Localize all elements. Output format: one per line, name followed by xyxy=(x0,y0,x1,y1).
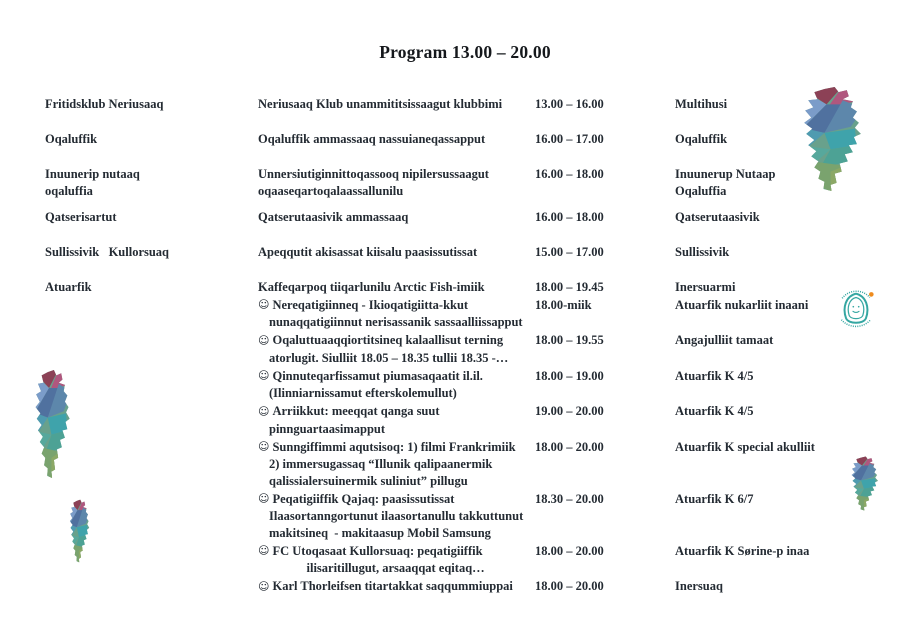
org-cell xyxy=(45,332,258,366)
activity-cell xyxy=(258,543,535,577)
schedule-row xyxy=(45,279,867,296)
location-line: Atuarfik K 4/5 xyxy=(675,404,754,418)
smiley-icon: ☺ xyxy=(258,404,270,418)
schedule-row xyxy=(45,297,867,331)
time-cell xyxy=(535,279,675,296)
location-line: Qatserutaasivik xyxy=(675,210,760,224)
activity-text: Karl Thorleifsen titartakkat saqqummiuppai xyxy=(272,579,513,593)
activity-line xyxy=(258,183,535,200)
time-cell xyxy=(535,244,675,261)
activity-cell xyxy=(258,578,535,596)
activity-cell xyxy=(258,491,535,542)
activity-text: qalissialersuinermik suliniut” pillugu xyxy=(269,473,468,488)
activity-text: Qatserutaasivik ammassaaq xyxy=(258,210,409,224)
activity-cell xyxy=(258,368,535,402)
activity-cell xyxy=(258,332,535,366)
activity-cell xyxy=(258,279,535,296)
time-text: 18.00-miik xyxy=(535,297,592,312)
activity-text: Peqatigiiffik Qajaq: paasissutissat xyxy=(272,491,455,506)
smiley-icon: ☺ xyxy=(258,298,270,311)
activity-text: Kaffeqarpoq tiiqarlunilu Arctic Fish-imiik xyxy=(258,280,485,294)
activity-text: makitsineq - makitaasup Mobil Samsung xyxy=(269,525,491,540)
org-line: oqaluffia xyxy=(45,183,93,198)
smiley-icon: ☺ xyxy=(258,492,270,505)
schedule-row xyxy=(45,131,867,148)
location-line: Atuarfik K Sørine-p inaa xyxy=(675,543,810,558)
time-text: 16.00 – 18.00 xyxy=(535,210,604,224)
schedule-row xyxy=(45,332,867,366)
activity-line xyxy=(258,421,535,438)
activity-text: Arriikkut: meeqqat qanga suut xyxy=(272,404,440,418)
activity-text: Oqaluffik ammassaaq nassuianeqassapput xyxy=(258,132,486,146)
activity-line xyxy=(258,279,535,296)
schedule-row xyxy=(45,244,867,261)
time-cell xyxy=(535,403,675,437)
schedule-table xyxy=(45,96,867,597)
activity-line xyxy=(258,385,535,402)
location-cell xyxy=(675,332,867,366)
activity-line xyxy=(258,96,535,113)
time-text: 18.00 – 20.00 xyxy=(535,439,604,454)
org-cell xyxy=(45,578,258,596)
time-text: 16.00 – 17.00 xyxy=(535,132,604,146)
activity-line xyxy=(258,368,535,386)
activity-text: 2) immersugassaq “Illunik qalipaanermik xyxy=(269,457,493,471)
time-cell xyxy=(535,332,675,366)
activity-cell xyxy=(258,403,535,437)
org-line: Oqaluffik xyxy=(45,132,98,146)
time-cell xyxy=(535,543,675,577)
smiley-icon: ☺ xyxy=(258,333,270,347)
location-cell xyxy=(675,439,867,490)
activity-text: (Ilinniarnissamut efterskolemullut) xyxy=(269,386,457,400)
location-line: Inersuaq xyxy=(675,579,723,593)
activity-text: Oqaluttuaaqqiortitsineq kalaallisut terning xyxy=(272,333,504,347)
activity-text: FC Utoqasaat Kullorsuaq: peqatigiiffik xyxy=(272,543,483,558)
time-cell xyxy=(535,578,675,596)
time-cell xyxy=(535,491,675,542)
activity-line xyxy=(258,456,535,473)
school-logo-icon xyxy=(833,284,879,334)
time-text: 18.00 – 20.00 xyxy=(535,579,604,593)
activity-line xyxy=(258,332,535,350)
activity-line xyxy=(258,508,535,525)
activity-line xyxy=(258,403,535,421)
activity-line xyxy=(258,297,535,315)
org-cell xyxy=(45,279,258,296)
time-cell xyxy=(535,96,675,113)
activity-line xyxy=(258,473,535,490)
schedule-row xyxy=(45,166,867,199)
activity-cell xyxy=(258,439,535,490)
org-line: Sullissivik Kullorsuaq xyxy=(45,245,170,259)
schedule-row xyxy=(45,96,867,113)
org-line: Atuarfik xyxy=(45,280,92,294)
page-title: Program 13.00 – 20.00 xyxy=(379,42,551,62)
org-cell xyxy=(45,209,258,226)
activity-text: Neriusaaq Klub unammititsissaagut klubbimi xyxy=(258,97,503,111)
time-cell xyxy=(535,166,675,199)
activity-line xyxy=(258,439,535,457)
smiley-icon: ☺ xyxy=(258,544,270,557)
activity-text: nunaqqatigiinnut nerisassanik sassaalliissapput xyxy=(269,315,523,329)
location-cell xyxy=(675,244,867,261)
location-line: Angajulliit tamaat xyxy=(675,333,774,347)
location-line: Atuarfik K special akulliit xyxy=(675,439,815,454)
org-cell xyxy=(45,403,258,437)
activity-text: Unnersiutiginnittoqassooq nipilersussaagut xyxy=(258,167,489,181)
activity-line xyxy=(258,350,535,367)
activity-line xyxy=(258,244,535,261)
activity-line xyxy=(258,525,535,542)
activity-text: oqaaseqartoqalaassallunilu xyxy=(258,183,404,198)
schedule-row xyxy=(45,439,867,490)
activity-text: Sunngiffimmi aqutsisoq: 1) filmi Frankrimiik xyxy=(272,439,516,454)
activity-line xyxy=(258,209,535,226)
activity-text: Apeqqutit akisassat kiisalu paasissutissat xyxy=(258,245,478,259)
location-cell xyxy=(675,543,867,577)
org-cell xyxy=(45,368,258,402)
location-line: Oqaluffia xyxy=(675,183,727,198)
location-line: Inersuarmi xyxy=(675,280,736,294)
org-cell xyxy=(45,96,258,113)
org-cell xyxy=(45,244,258,261)
org-line: Fritidsklub Neriusaaq xyxy=(45,97,164,111)
activity-text: pinnguartaasimapput xyxy=(269,421,386,436)
activity-text: Qinnuteqarfissamut piumasaqaatit il.il. xyxy=(272,368,483,383)
location-cell xyxy=(675,209,867,226)
location-line: Sullissivik xyxy=(675,245,730,259)
activity-line xyxy=(258,314,535,331)
time-cell xyxy=(535,209,675,226)
org-cell xyxy=(45,131,258,148)
greenland-map-icon xyxy=(845,456,879,511)
activity-line xyxy=(258,131,535,148)
activity-cell xyxy=(258,131,535,148)
time-cell xyxy=(535,439,675,490)
org-cell xyxy=(45,439,258,490)
org-cell xyxy=(45,297,258,331)
activity-cell xyxy=(258,244,535,261)
time-text: 13.00 – 16.00 xyxy=(535,97,604,111)
time-text: 18.00 – 19.45 xyxy=(535,280,604,294)
smiley-icon: ☺ xyxy=(258,369,270,382)
schedule-row xyxy=(45,368,867,402)
schedule-row xyxy=(45,543,867,577)
greenland-map-icon xyxy=(27,369,71,479)
time-text: 18.00 – 19.55 xyxy=(535,333,604,347)
activity-line xyxy=(258,166,535,183)
location-line: Atuarfik K 6/7 xyxy=(675,491,754,506)
location-cell xyxy=(675,403,867,437)
activity-cell xyxy=(258,297,535,331)
time-text: 16.00 – 18.00 xyxy=(535,167,604,181)
time-text: 15.00 – 17.00 xyxy=(535,245,604,259)
location-cell xyxy=(675,578,867,596)
time-text: 18.00 – 19.00 xyxy=(535,368,604,383)
time-cell xyxy=(535,131,675,148)
schedule-row xyxy=(45,578,867,596)
time-text: 18.30 – 20.00 xyxy=(535,491,604,506)
org-line: Qatserisartut xyxy=(45,210,117,224)
activity-line xyxy=(258,543,535,561)
activity-line xyxy=(258,560,535,577)
location-line: Oqaluffik xyxy=(675,132,728,146)
activity-text: ilisaritillugut, arsaaqqat eqitaq… xyxy=(269,561,485,575)
location-line: Multihusi xyxy=(675,97,728,111)
greenland-map-icon xyxy=(790,86,863,192)
schedule-row xyxy=(45,209,867,226)
org-line: Inuunerip nutaaq xyxy=(45,167,140,181)
activity-text: Nereqatigiinneq - Ikioqatigiitta-kkut xyxy=(272,297,469,312)
smiley-icon: ☺ xyxy=(258,440,270,453)
location-line: Inuunerup Nutaap xyxy=(675,167,776,181)
time-cell xyxy=(535,297,675,331)
org-cell xyxy=(45,166,258,199)
location-cell xyxy=(675,368,867,402)
activity-cell xyxy=(258,166,535,199)
time-text: 18.00 – 20.00 xyxy=(535,543,604,558)
location-cell xyxy=(675,491,867,542)
time-cell xyxy=(535,368,675,402)
schedule-row xyxy=(45,491,867,542)
activity-cell xyxy=(258,209,535,226)
activity-cell xyxy=(258,96,535,113)
greenland-map-icon xyxy=(65,499,90,563)
time-text: 19.00 – 20.00 xyxy=(535,404,604,418)
activity-line xyxy=(258,578,535,596)
smiley-icon: ☺ xyxy=(258,579,270,593)
activity-text: atorlugit. Siulliit 18.05 – 18.35 tullii 18.35 -… xyxy=(269,350,509,365)
schedule-row xyxy=(45,403,867,437)
location-line: Atuarfik K 4/5 xyxy=(675,368,754,383)
activity-text: Ilaasortanngortunut ilaasortanullu takkuttunut xyxy=(269,509,524,523)
activity-line xyxy=(258,491,535,509)
location-line: Atuarfik nukarliit inaani xyxy=(675,297,809,312)
